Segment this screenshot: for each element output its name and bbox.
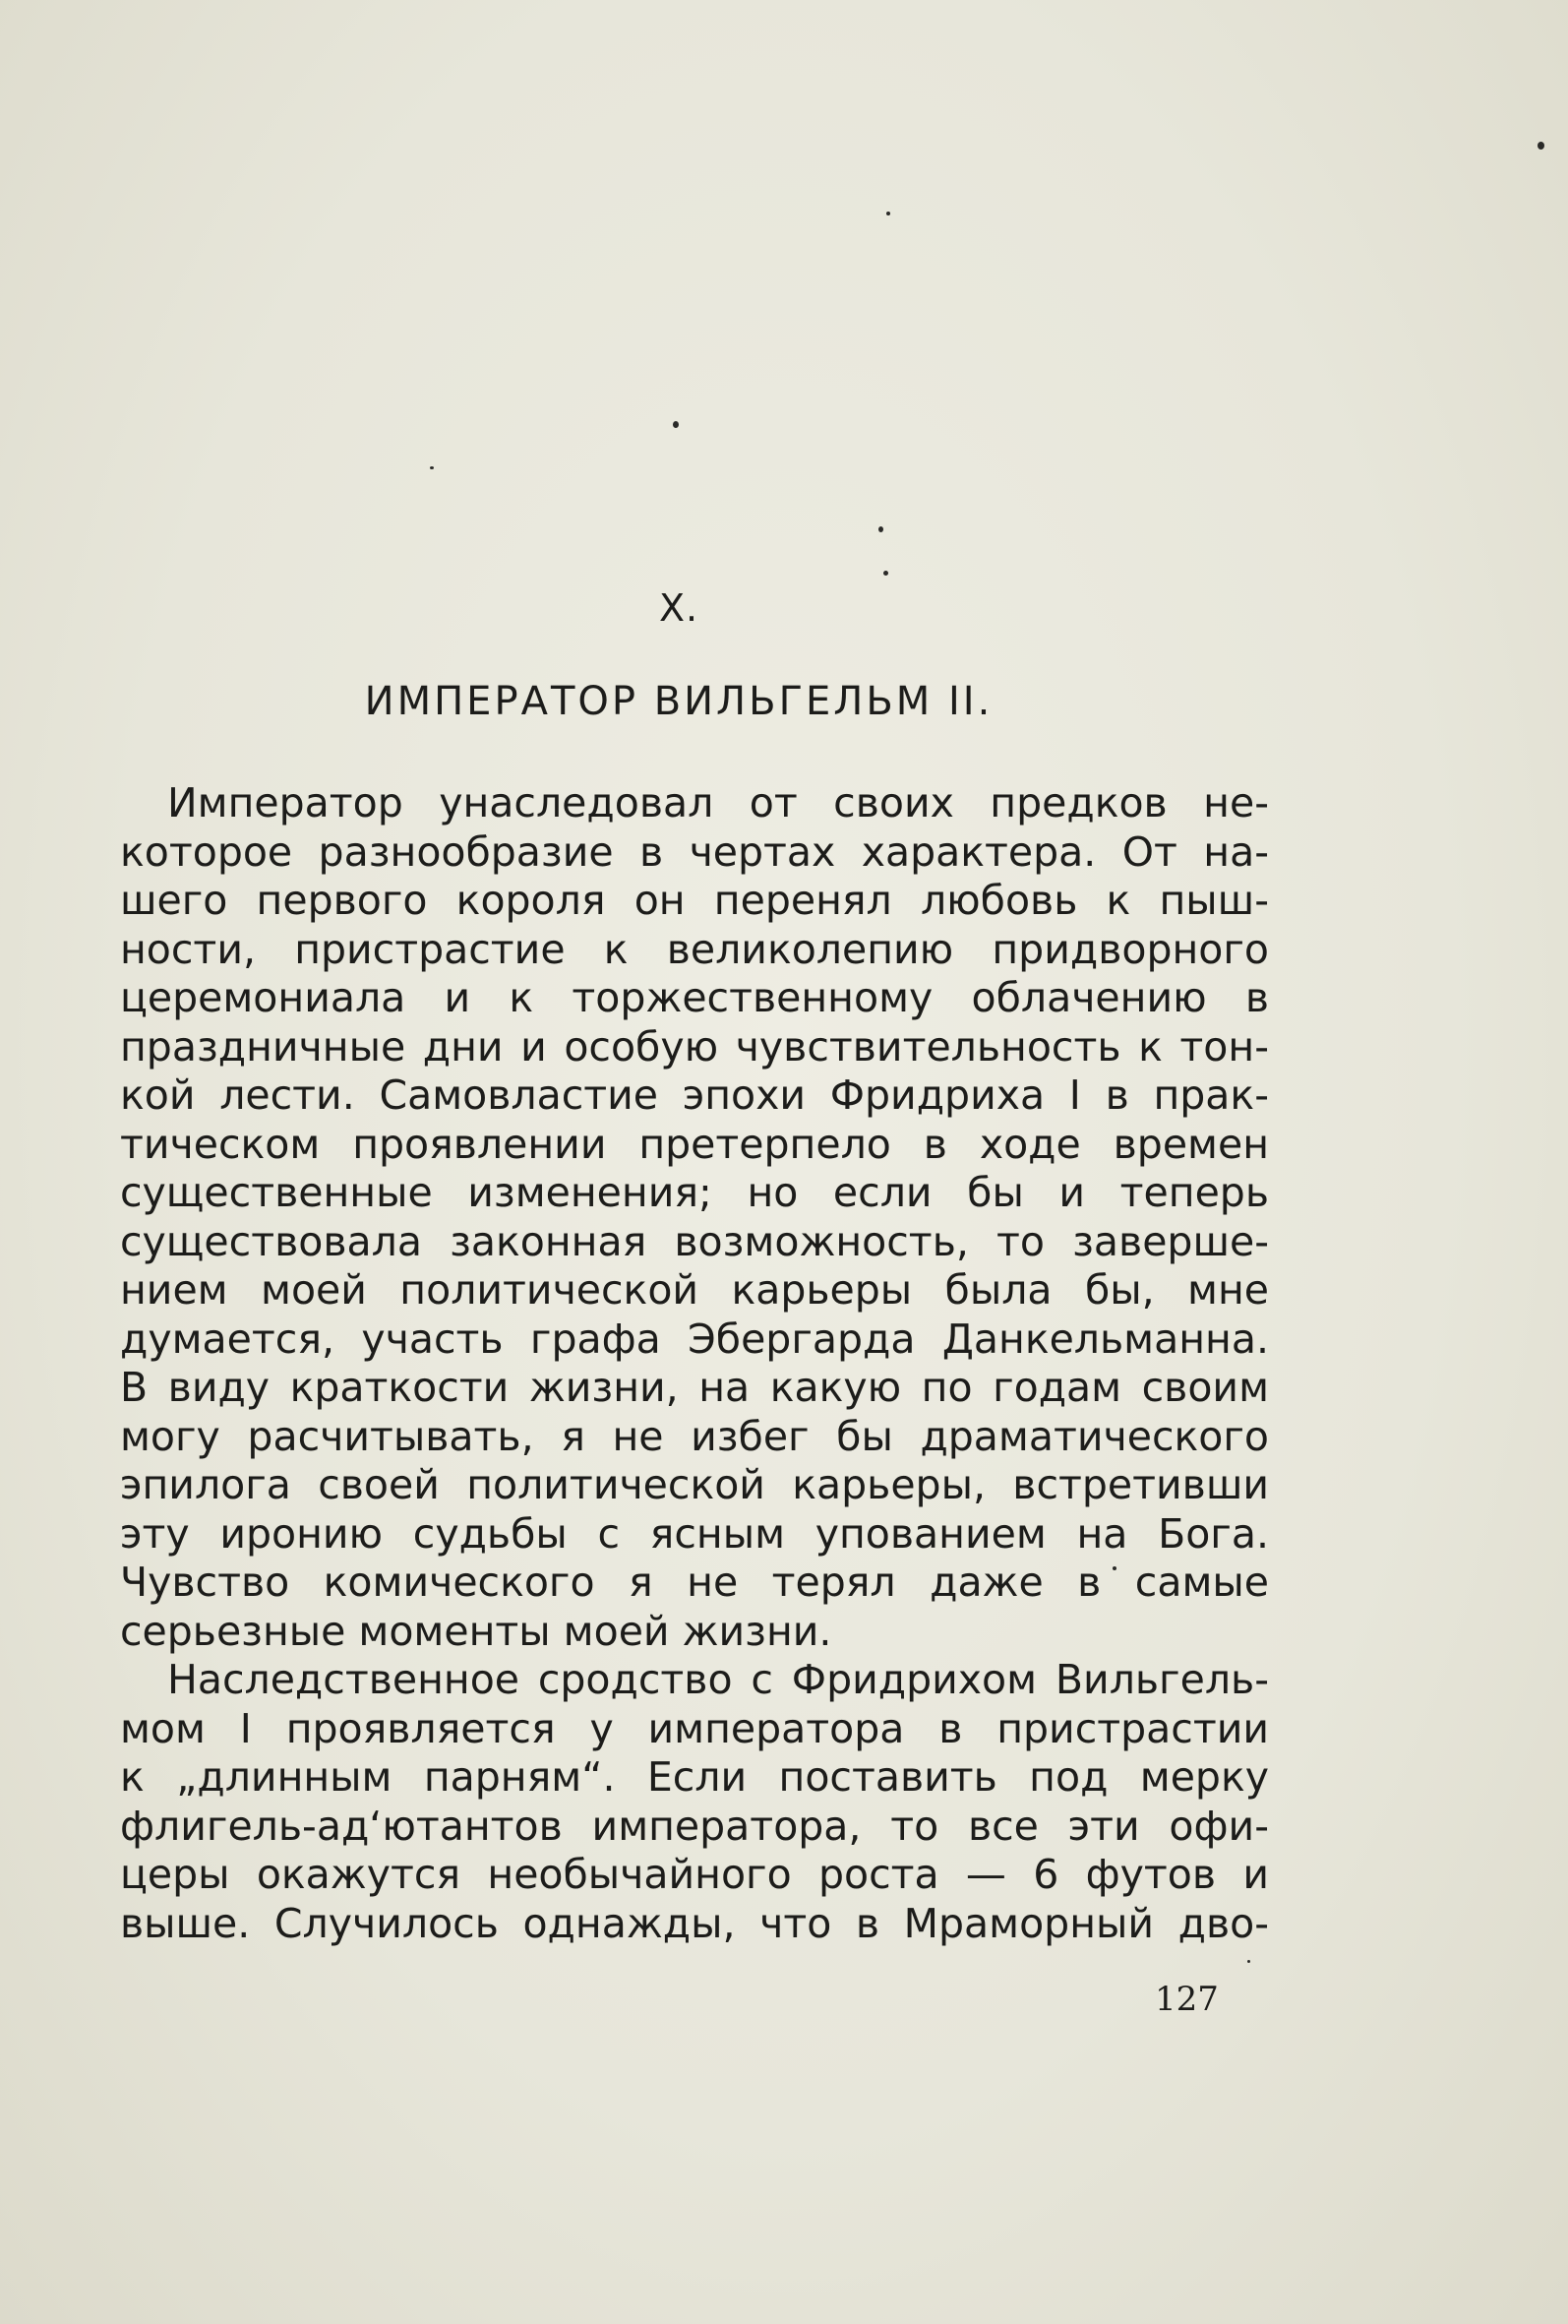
body-text: [120, 779, 1269, 1948]
ink-speck: [430, 466, 434, 469]
text-line: к „длинным парням“. Если поставить под мерку: [120, 1753, 1269, 1801]
page-number: 127: [1155, 1980, 1219, 2019]
text-line: выше. Случилось однажды, что в Мраморный дво-: [120, 1899, 1269, 1947]
text-line: существенные изменения; но если бы и теперь: [120, 1169, 1269, 1216]
text-line: могу расчитывать, я не избег бы драматического: [120, 1412, 1269, 1460]
ink-speck: [886, 212, 890, 215]
ink-speck: [878, 526, 883, 532]
text-line: эту иронию судьбы с ясным упованием на Бога.: [120, 1509, 1269, 1558]
text-line: мом I проявляется у императора в пристрастии: [120, 1704, 1269, 1752]
text-line: ности, пристрастие к великолепию придворного: [120, 925, 1269, 973]
text-line: существовала законная возможность, то заверше-: [120, 1217, 1269, 1265]
ink-speck: [673, 421, 679, 428]
text-line: Чувство комического я не терял даже в самые: [120, 1559, 1269, 1606]
text-line: которое разнообразие в чертах характера. От на-: [120, 827, 1269, 876]
chapter-title: ИМПЕРАТОР ВИЛЬГЕЛЬМ II.: [364, 679, 994, 724]
ink-speck: [1247, 1960, 1250, 1963]
text-line: В виду краткости жизни, на какую по годам своим: [120, 1364, 1269, 1411]
text-line: думается, участь графа Эбергарда Данкельманна.: [120, 1315, 1269, 1363]
text-line: тическом проявлении претерпело в ходе времен: [120, 1120, 1269, 1168]
ink-speck: [883, 571, 888, 576]
text-line: кой лести. Самовластие эпохи Фридриха I в прак-: [120, 1071, 1269, 1119]
text-line: Наследственное сродство с Фридрихом Вильгель-: [167, 1656, 1269, 1703]
ink-speck: [1538, 142, 1544, 150]
text-line: шего первого короля он перенял любовь к пыш-: [120, 877, 1269, 924]
text-line: эпилога своей политической карьеры, встретивши: [120, 1461, 1269, 1508]
text-line: нием моей политической карьеры была бы, мне: [120, 1266, 1269, 1314]
chapter-number: X.: [658, 586, 699, 630]
text-line: Император унаследовал от своих предков не-: [167, 779, 1269, 826]
text-line: церы окажутся необычайного роста — 6 футов и: [120, 1851, 1269, 1898]
text-line: флигель-ад‘ютантов императора, то все эти офи-: [120, 1802, 1269, 1850]
text-line: церемониала и к торжественному облачению в: [120, 974, 1269, 1021]
text-line: серьезные моменты моей жизни.: [120, 1607, 832, 1655]
text-line: праздничные дни и особую чувствительность к тон-: [120, 1022, 1269, 1070]
